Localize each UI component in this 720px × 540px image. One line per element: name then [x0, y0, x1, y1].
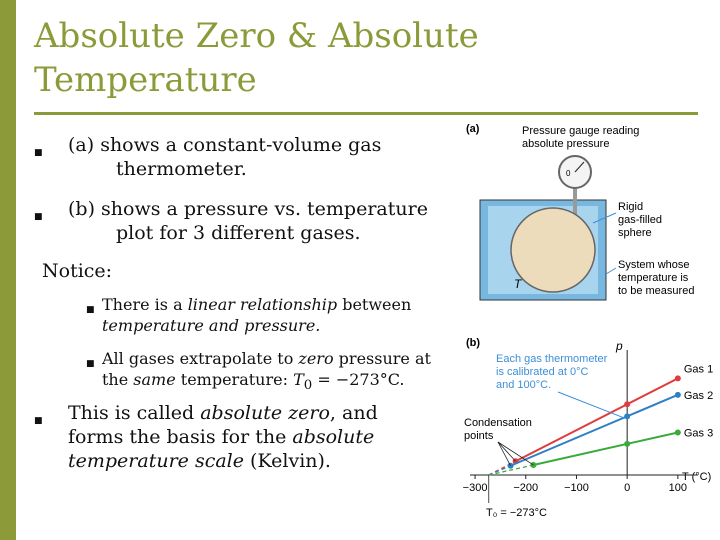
bullet-a	[34, 133, 381, 181]
x-tick-label: −300	[462, 482, 488, 494]
sub-bullet-extrapolate	[86, 348, 466, 396]
t0-subscript: 0	[303, 378, 313, 394]
x-tick-label: 0	[624, 482, 631, 494]
system-caption-3: to be measured	[618, 285, 695, 297]
condensation-label-2: points	[464, 430, 494, 442]
bullet-a-line-2: thermometer.	[116, 158, 247, 180]
t0-value: = −273°C.	[312, 370, 405, 389]
t0-annotation: T₀ = −273°C	[486, 507, 547, 519]
text-run: There is a	[102, 295, 188, 314]
series-label: Gas 2	[683, 389, 714, 402]
x-tick-label: −100	[564, 482, 589, 494]
text-run: between	[337, 295, 412, 314]
callout-line-2: is calibrated at 0°C	[496, 366, 589, 378]
bullet-square-icon: ■	[86, 305, 95, 315]
condensation-label-1: Condensation	[464, 417, 532, 429]
series-label: Gas 3	[683, 427, 714, 440]
emphasis-text: linear relationship	[187, 295, 338, 314]
y-axis-label: p	[616, 339, 623, 353]
x-tick-label: −200	[513, 482, 539, 494]
system-caption-1: System whose	[618, 259, 690, 271]
sphere-caption-2: gas-filled	[618, 214, 663, 226]
notice-label: Notice:	[42, 260, 113, 282]
gauge-caption-1: Pressure gauge reading	[522, 125, 640, 137]
text-run: , and	[329, 402, 378, 424]
bullet-b-line-1: (b) shows a pressure vs. temperature	[68, 198, 428, 220]
slide-title	[34, 14, 494, 102]
sub-bullet-linear-line-1	[102, 294, 466, 315]
series-point	[624, 401, 630, 407]
series-line	[533, 432, 677, 464]
bullet-b-line-2: plot for 3 different gases.	[116, 222, 361, 244]
emphasis-text: temperature and pressure.	[102, 316, 321, 335]
series-point	[675, 392, 681, 398]
figure-a-label: (a)	[466, 123, 480, 135]
x-axis-label: T (°C)	[682, 471, 712, 483]
bullet-c	[34, 401, 454, 473]
bullet-c-line-1	[68, 401, 454, 425]
slide-accent-bar	[0, 0, 16, 540]
callout-line-3: and 100°C.	[496, 379, 552, 391]
gauge-caption-2: absolute pressure	[522, 138, 610, 150]
figure-a-thermometer	[458, 118, 716, 318]
text-run: the	[102, 370, 134, 389]
sub-bullet-linear	[86, 294, 466, 336]
title-line-1: Absolute Zero & Absolute	[34, 16, 479, 56]
sphere-caption-1: Rigid	[618, 201, 644, 213]
system-temperature-label: T	[514, 277, 522, 291]
bullet-square-icon: ■	[34, 212, 43, 222]
sphere-caption-3: sphere	[618, 227, 652, 239]
series-label: Gas 1	[683, 363, 714, 376]
text-run: All gases extrapolate to	[102, 349, 299, 368]
callout-line-1: Each gas thermometer	[496, 353, 608, 365]
series-point	[508, 463, 514, 469]
sub-bullet-extrapolate-line-2	[102, 369, 466, 396]
series-line	[511, 395, 678, 466]
bullet-square-icon: ■	[34, 148, 43, 158]
text-run: temperature:	[175, 370, 294, 389]
x-tick-label: 100	[668, 482, 688, 494]
bullet-square-icon: ■	[86, 359, 95, 369]
t0-symbol: T	[293, 370, 304, 389]
text-run: (Kelvin).	[244, 450, 331, 472]
bullet-c-line-2	[68, 425, 454, 449]
text-run: pressure at	[333, 349, 431, 368]
gauge-zero: 0	[566, 169, 571, 178]
title-line-2: Temperature	[34, 60, 257, 100]
bullet-square-icon: ■	[34, 416, 43, 426]
series-point	[675, 375, 681, 381]
series-point	[624, 441, 630, 447]
emphasis-text: absolute zero	[200, 402, 330, 424]
system-caption-2: temperature is	[618, 272, 689, 284]
text-run: forms the basis for the	[68, 426, 293, 448]
sub-bullet-linear-line-2	[102, 315, 466, 336]
series-point	[675, 429, 681, 435]
sub-bullet-extrapolate-line-1	[102, 348, 466, 369]
bullet-c-line-3	[68, 449, 454, 473]
bullet-a-line-1: (a) shows a constant-volume gas	[68, 134, 382, 156]
callout-leader-line	[558, 392, 625, 418]
text-run: This is called	[68, 402, 201, 424]
emphasis-text: temperature scale	[68, 450, 244, 472]
gas-sphere	[511, 208, 595, 292]
emphasis-text: zero	[298, 349, 334, 368]
bullet-b	[34, 197, 428, 245]
figure-b-label: (b)	[466, 337, 481, 349]
emphasis-text: absolute	[292, 426, 375, 448]
title-underline	[34, 112, 698, 115]
emphasis-text: same	[133, 370, 176, 389]
system-leader-line	[606, 268, 616, 274]
figure-b-pressure-chart	[458, 330, 716, 538]
